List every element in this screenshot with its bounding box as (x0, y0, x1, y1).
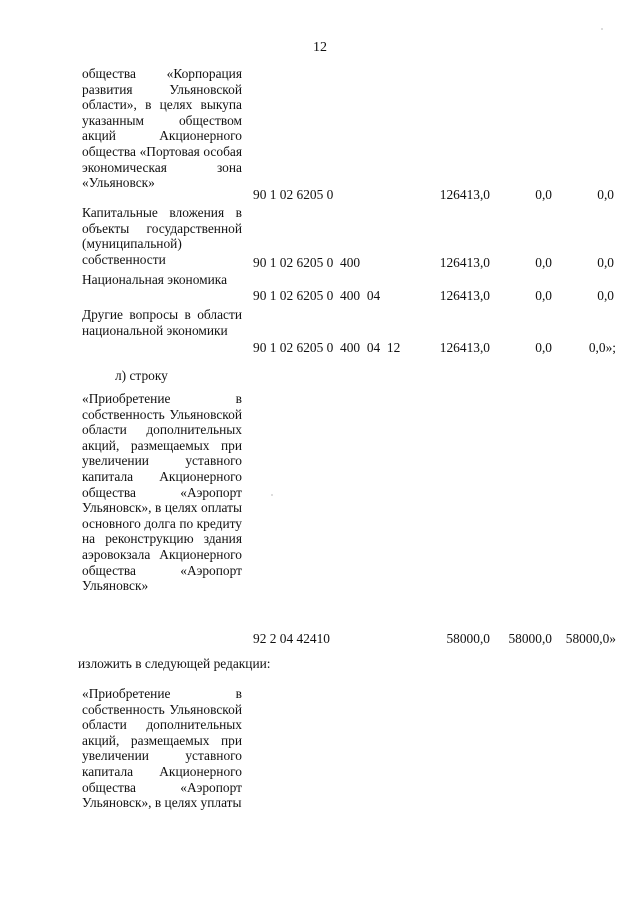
scan-mark (271, 494, 273, 496)
row-value-2: 0,0 (535, 187, 552, 202)
row-name: Национальная экономика (82, 272, 228, 287)
row-code: 90 1 02 6205 0 400 04 (253, 288, 381, 303)
row-code: 90 1 02 6205 0 (253, 187, 334, 202)
row-value-1: 126413,0 (439, 255, 490, 270)
row-name: Капитальные вложения в объекты государственной (муниципальной) собственности (82, 205, 242, 267)
row-value-3: 0,0 (597, 187, 614, 202)
row-code: 90 1 02 6205 0 400 04 12 (253, 340, 401, 355)
row-name: общества «Корпорация развития Ульяновской области», в целях выкупа указанным обществом акций Акционерного общества «Портовая особая экономическая зона «Ульяновск» (82, 66, 242, 191)
item-l-heading: л) строку (115, 368, 168, 383)
row-name: Другие вопросы в области национальной экономики (82, 307, 242, 338)
row-code: 92 2 04 42410 (253, 631, 330, 646)
row-value-1: 58000,0 (446, 631, 490, 646)
row-name: «Приобретение в собственность Ульяновской области дополнительных акций, размещаемых при увеличении уставного капитала Акционерного общества «Аэропорт Ульяновск», в целях оплаты основного долга по кредиту на реконструкцию здания аэровокзала Акционерного общества «Аэропорт Ульяновск» (82, 391, 242, 594)
row-value-3: 58000,0» (565, 631, 616, 646)
page-number: 12 (313, 40, 327, 55)
row-value-2: 58000,0 (508, 631, 552, 646)
row-value-3: 0,0 (597, 288, 614, 303)
row-value-1: 126413,0 (439, 187, 490, 202)
row-value-2: 0,0 (535, 255, 552, 270)
row-value-3: 0,0»; (588, 340, 616, 355)
row-value-3: 0,0 (597, 255, 614, 270)
row-value-1: 126413,0 (439, 288, 490, 303)
row-value-1: 126413,0 (439, 340, 490, 355)
scan-mark (601, 28, 603, 30)
replace-instruction: изложить в следующей редакции: (78, 656, 271, 671)
row-name: «Приобретение в собственность Ульяновской области дополнительных акций, размещаемых при увеличении уставного капитала Акционерного общества «Аэропорт Ульяновск», в целях уплаты (82, 686, 242, 811)
row-value-2: 0,0 (535, 288, 552, 303)
row-value-2: 0,0 (535, 340, 552, 355)
row-code: 90 1 02 6205 0 400 (253, 255, 361, 270)
